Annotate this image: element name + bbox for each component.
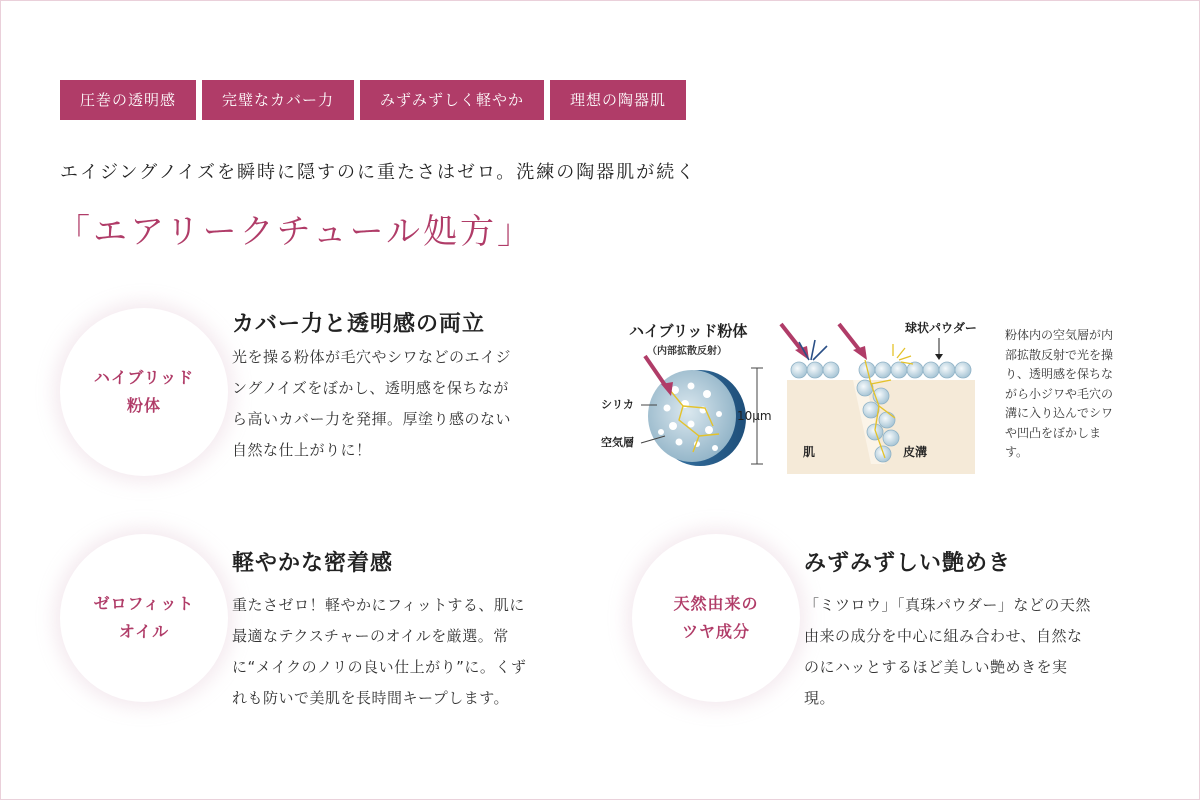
label-groove: 皮溝: [903, 445, 928, 459]
tag-coverage: 完璧なカバー力: [202, 80, 354, 120]
lead-text: エイジングノイズを瞬時に隠すのに重たさはゼロ。洗練の陶器肌が続く: [60, 162, 697, 183]
caption-line: 溝に入り込んでシワ: [1005, 406, 1114, 420]
zero-fit-oil-circle: [60, 534, 228, 702]
caption-line: がら小ジワや毛穴の: [1005, 386, 1114, 401]
text-line: 光を操る粉体が毛穴やシワなどのエイジ: [232, 348, 512, 366]
text-line: 最適なテクスチャーのオイルを厳選。常: [232, 627, 509, 645]
skin-cross-section: [787, 344, 975, 474]
feature-tags: [60, 80, 686, 120]
circle-label: 天然由来の: [673, 594, 759, 613]
text-line: 「ミツロウ」「真珠パウダー」などの天然: [804, 596, 1091, 614]
hybrid-text: [232, 342, 592, 466]
hybrid-title: カバー力と透明感の両立: [232, 312, 486, 337]
circle-label: ゼロフィット: [93, 594, 195, 613]
label-silica: シリカ: [601, 398, 634, 411]
text-line: ングノイズをぼかし、透明感を保ちなが: [232, 379, 509, 397]
label-skin: 肌: [803, 445, 816, 459]
circle-label: オイル: [118, 622, 170, 641]
tag-porcelain: 理想の陶器肌: [550, 80, 686, 120]
circle-label: ハイブリッド: [93, 368, 195, 387]
text-line: 現。: [804, 689, 836, 707]
hybrid-powder-circle: [60, 308, 228, 476]
text-line: れも防いで美肌を長時間キープします。: [232, 689, 510, 707]
natural-gloss-title: みずみずしい艶めき: [804, 551, 1012, 576]
natural-gloss-text: [804, 590, 1164, 714]
text-line: 由来の成分を中心に組み合わせ、自然な: [804, 627, 1083, 645]
natural-gloss-circle: [632, 534, 800, 702]
text-line: 重たさゼロ！軽やかにフィットする、肌に: [232, 596, 525, 614]
circle-label: ツヤ成分: [681, 622, 750, 641]
diagram-subtitle: （内部拡散反射）: [647, 346, 727, 357]
text-line: に“メイクのノリの良い仕上がり”に。くず: [232, 658, 527, 676]
text-line: 自然な仕上がりに！: [232, 441, 372, 459]
diagram-caption: [1005, 326, 1165, 463]
hybrid-powder-diagram: [595, 310, 995, 490]
text-line: ら高いカバー力を発揮。厚塗り感のない: [232, 410, 512, 428]
diagram-title: ハイブリッド粉体: [629, 322, 748, 340]
headline: 「エアリークチュール処方」: [56, 212, 534, 252]
tag-transparency: 圧巻の透明感: [60, 80, 196, 120]
text-line: のにハッとするほど美しい艶めきを実: [804, 658, 1068, 676]
zero-fit-text: [232, 590, 592, 714]
caption-line: り、透明感を保ちな: [1005, 367, 1114, 381]
label-air-layer: 空気層: [601, 436, 634, 449]
zero-fit-title: 軽やかな密着感: [232, 551, 394, 576]
tag-light: みずみずしく軽やか: [360, 80, 544, 120]
caption-line: 部拡散反射で光を操: [1005, 347, 1114, 362]
caption-line: 粉体内の空気層が内: [1005, 328, 1114, 342]
label-size: 10μm: [737, 409, 772, 423]
caption-line: や凹凸をぼかしま: [1005, 425, 1102, 440]
label-sphere-powder: 球状パウダー: [905, 321, 977, 335]
circle-label: 粉体: [126, 396, 161, 415]
caption-line: す。: [1005, 445, 1029, 459]
